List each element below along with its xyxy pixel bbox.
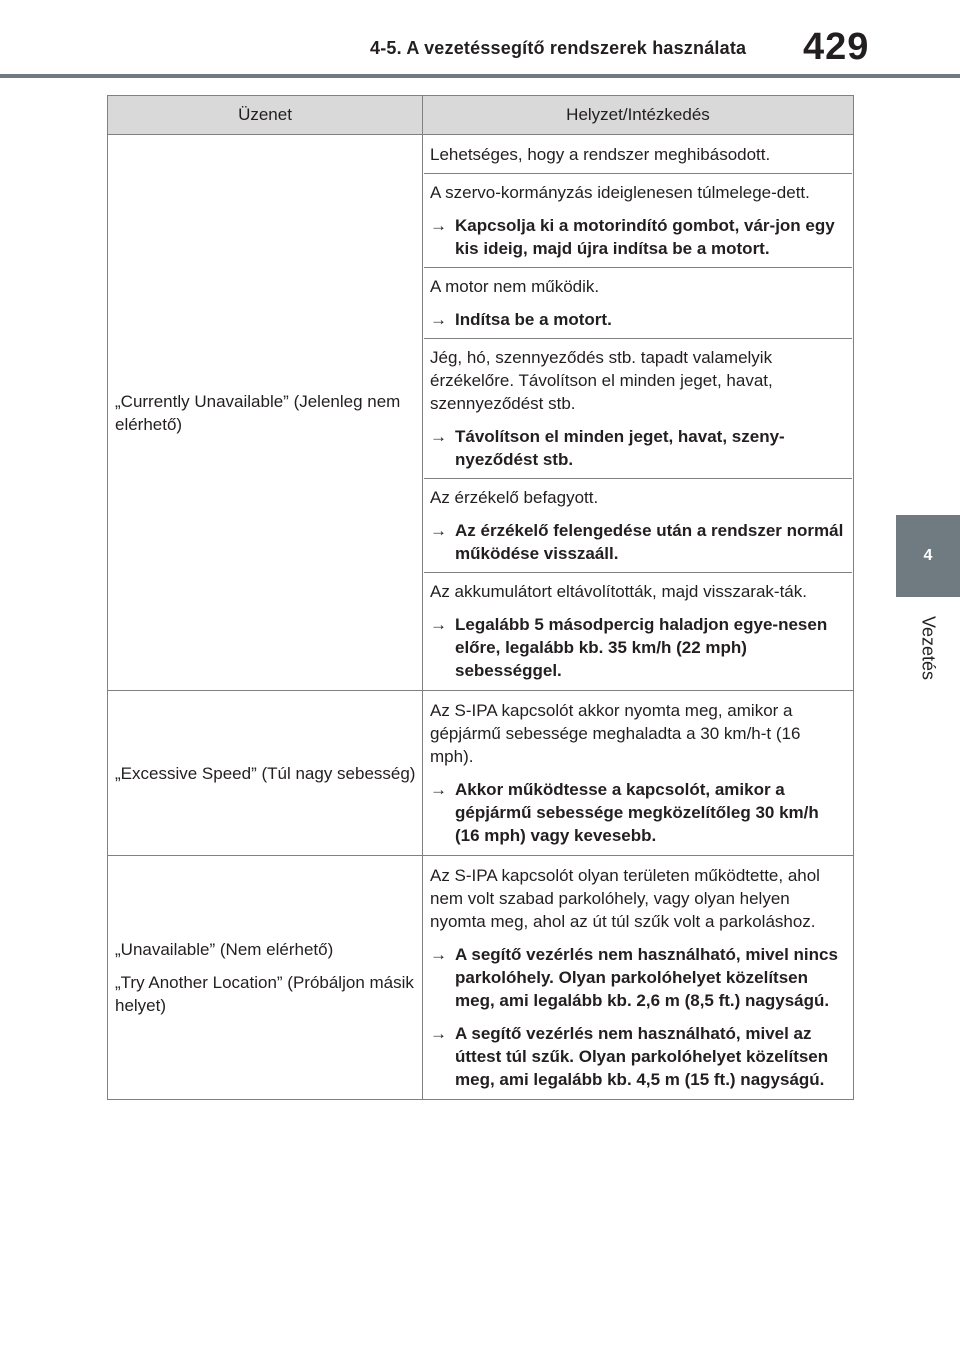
action-instruction [430,943,844,1012]
header-divider [0,74,960,78]
situation-cell [423,856,854,1100]
situation-cell [423,135,854,691]
arrow-right-icon: → [430,945,447,964]
situation-text: A motor nem működik. [430,277,600,296]
action-text: Az érzékelő felengedése után a rendszer normál működése visszaáll. [455,521,844,563]
action-text: Legalább 5 másodpercig haladjon egye-nesen előre, legalább kb. 35 km/h (22 mph) sebességgel. [455,615,828,680]
message-text: „Try Another Location” (Próbáljon másik helyet) [115,973,414,1015]
arrow-right-icon: → [430,216,447,235]
action-instruction [430,778,844,847]
situation-item [424,136,852,174]
action-text: A segítő vezérlés nem használható, mivel nincs parkolóhely. Olyan parkolóhelyet közelítsen meg, ami legalább kb. 2,6 m (8,5 ft.) nagyságú. [455,945,838,1010]
chapter-number: 4 [923,547,933,564]
table-row [108,135,854,691]
action-text: A segítő vezérlés nem használható, mivel az úttest túl szűk. Olyan parkolóhelyet közelítsen meg, ami legalább kb. 4,5 m (15 ft.) nagyságú. [455,1024,829,1089]
action-text: Távolítson el minden jeget, havat, szeny-nyeződést stb. [455,427,785,469]
situation-text: Jég, hó, szennyeződés stb. tapadt valamelyik érzékelőre. Távolítson el minden jeget, havat, szennyeződést stb. [430,348,773,413]
table-body [108,135,854,1100]
action-instruction [430,613,844,682]
situation-item [424,857,852,1098]
action-instruction [430,1022,844,1091]
arrow-right-icon: → [430,521,447,540]
arrow-right-icon: → [430,615,447,634]
chapter-label: Vezetés [918,615,939,681]
situation-item [424,573,852,689]
message-text: „Excessive Speed” (Túl nagy sebesség) [115,763,416,783]
action-instruction [430,519,844,565]
situation-text: Az akkumulátort eltávolították, majd visszarak-ták. [430,582,807,601]
action-instruction [430,214,844,260]
action-text: Indítsa be a motort. [455,310,612,329]
situation-text: Az S-IPA kapcsolót akkor nyomta meg, amikor a gépjármű sebessége meghaladta a 30 km/h-t (16 mph). [430,701,801,766]
situation-text: A szervo-kormányzás ideiglenesen túlmelege-dett. [430,183,810,202]
section-title: 4-5. A vezetéssegítő rendszerek használata [370,38,747,58]
page-number: 429 [803,26,870,68]
action-text: Kapcsolja ki a motorindító gombot, vár-jon egy kis ideig, majd újra indítsa be a motort. [455,216,835,258]
situation-cell [423,691,854,856]
situation-text: Az érzékelő befagyott. [430,488,599,507]
message-cell [108,135,423,691]
situation-text: Lehetséges, hogy a rendszer meghibásodott. [430,145,771,164]
column-header-message: Üzenet [108,96,423,135]
message-text: „Currently Unavailable” (Jelenleg nem elérhető) [115,391,401,434]
arrow-right-icon: → [430,427,447,446]
situation-item [424,692,852,854]
chapter-tab [896,515,960,597]
message-cell [108,856,423,1100]
action-instruction [430,425,844,471]
action-instruction [430,308,844,331]
action-text: Akkor működtesse a kapcsolót, amikor a gépjármű sebessége megközelítőleg 30 km/h (16 mph) vagy kevesebb. [455,780,819,845]
table-row [108,691,854,856]
situation-item [424,268,852,339]
situation-item [424,479,852,573]
arrow-right-icon: → [430,780,447,799]
situation-item [424,174,852,268]
arrow-right-icon: → [430,310,447,329]
arrow-right-icon: → [430,1024,447,1043]
column-header-action: Helyzet/Intézkedés [423,96,854,135]
situation-text: Az S-IPA kapcsolót olyan területen működtette, ahol nem volt szabad parkolóhely, vagy olyan helyen nyomta meg, ahol az út túl szűk volt a parkoláshoz. [430,866,820,931]
table-row [108,856,854,1100]
message-text: „Unavailable” (Nem elérhető) [115,940,334,959]
message-table [107,95,854,1100]
situation-item [424,339,852,479]
table-header-row [108,96,854,135]
message-cell [108,691,423,856]
